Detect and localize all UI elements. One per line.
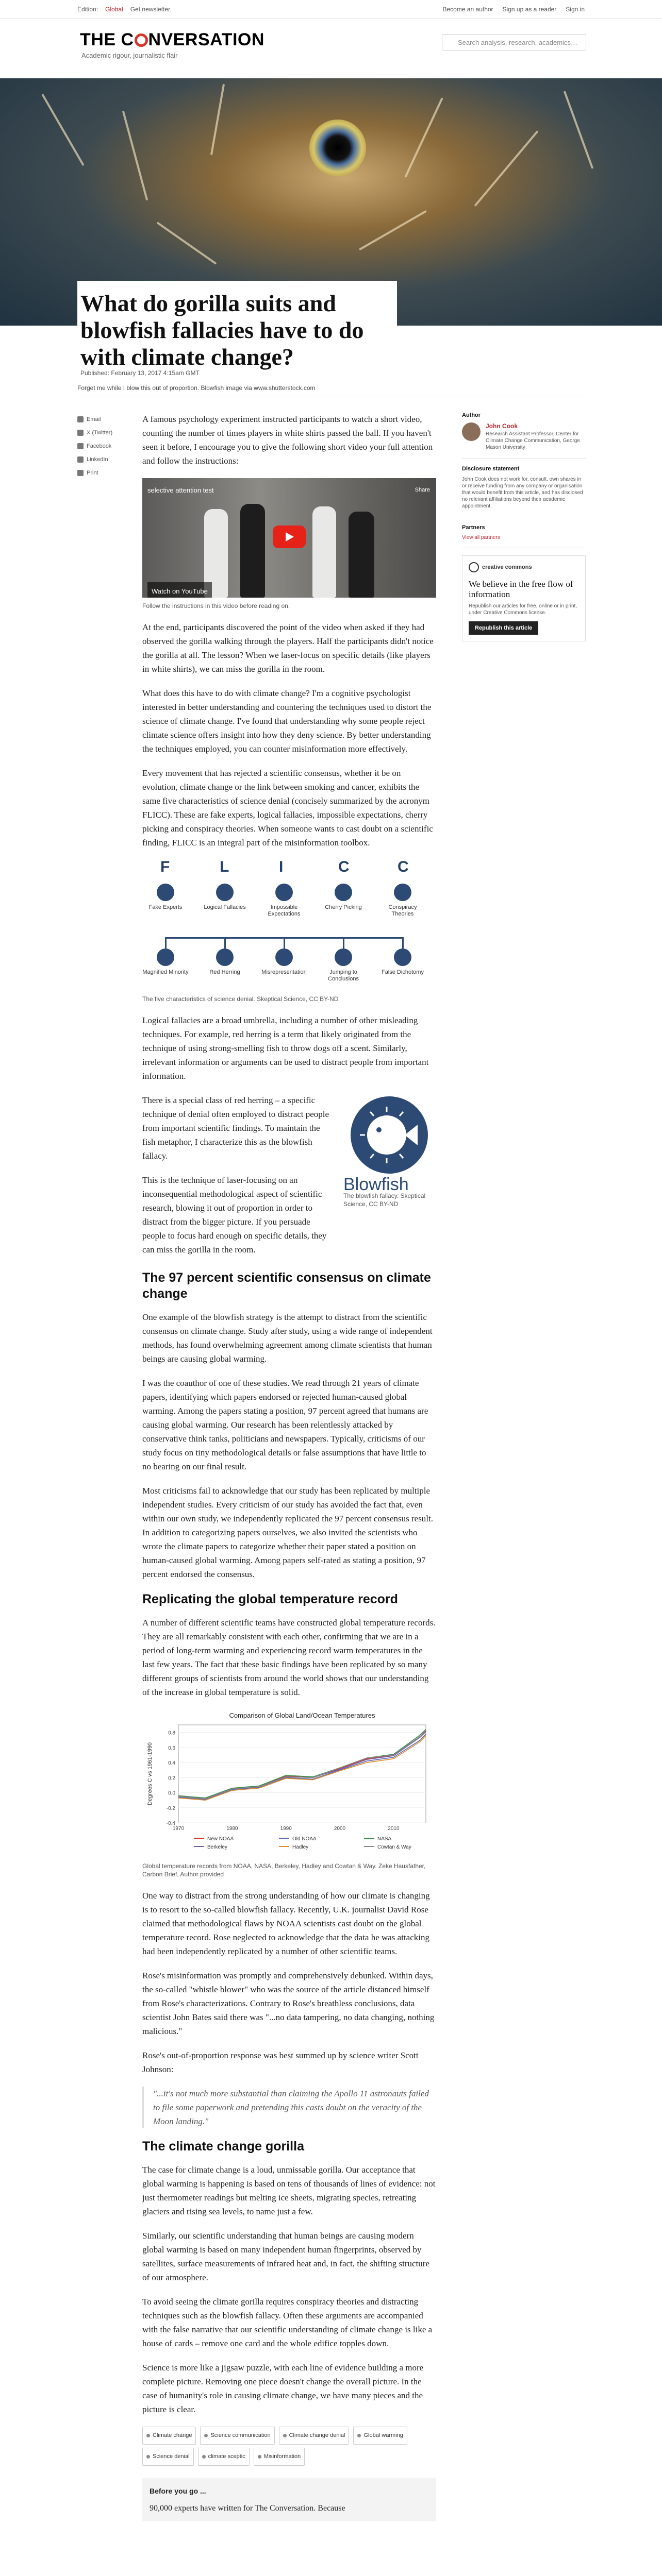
paragraph: A number of different scientific teams have constructed global temperature records. They are all remarkably consistent with each other, confirming that we are in a period of long-term warming and experiencing record warm temperatures in the last few years. The fact that these basic findings have been replicated by so many different groups of scientists from around the world shows that our understanding of the increase in global temperature is solid. — [142, 1618, 436, 1697]
paragraph: Rose's out-of-proportion response was best summed up by science writer Scott Johnson: — [142, 2050, 419, 2074]
share-print[interactable]: Print — [77, 470, 121, 476]
flicc-top-label: Impossible Expectations — [268, 904, 301, 917]
tag-icon — [146, 2434, 150, 2437]
flicc-bottom-label: Jumping to Conclusions — [328, 969, 359, 982]
paragraph: Rose's misinformation was promptly and comprehensively debunked. Within days, the so-called "whistle blower" who was the source of the article distanced himself from Rose's characterizations. Contrary to Rose's breathless conclusions, data scientist John Bates said there was "...no data tampering, no data changing, nothing malicious." — [142, 1971, 435, 2036]
flicc-bottom-label: Magnified Minority — [142, 969, 189, 975]
logo-o-mark — [135, 33, 148, 47]
article-title: What do gorilla suits and blowfish fallacies have to do with climate change? — [80, 290, 364, 370]
published-date: Published: February 13, 2017 4:15am GMT — [80, 369, 200, 377]
flicc-top-label: Cherry Picking — [325, 904, 362, 910]
flicc-diagram — [142, 860, 436, 992]
flicc-letter: C — [338, 858, 350, 875]
tag[interactable]: Global warming — [353, 2427, 407, 2445]
edition-selector[interactable]: Global — [105, 6, 123, 13]
video-share-button[interactable]: Share — [415, 487, 430, 493]
flicc-bottom-icon — [157, 948, 174, 966]
flicc-letter: F — [160, 858, 170, 875]
flicc-top-icon — [216, 884, 234, 901]
top-utility-bar — [0, 0, 662, 19]
before-you-go-text: 90,000 experts have written for The Conversation. Because — [150, 2504, 345, 2513]
legend-label: Berkeley — [207, 1844, 227, 1850]
paragraph: To avoid seeing the climate gorilla requires conspiracy theories and distracting techniques such as the blowfish fallacy. Often these arguments are accompanied with the false narrative that our scientific understanding of climate change is like a house of cards – remove one card and the whole edifice topples down. — [142, 2297, 433, 2348]
flicc-stem — [165, 937, 167, 948]
logo-text-b: NVERSATION — [148, 30, 264, 49]
share-panel — [77, 416, 121, 483]
paragraph: The case for climate change is a loud, unmissable gorilla. Our acceptance that global warming is happening is based on tens of thousands of lines of evidence: not just thermometer readings but melting ice sheets, migrating species, retreating glaciers and rising sea levels, to name just a few. — [142, 2165, 436, 2216]
paragraph: Similarly, our scientific understanding that human beings are causing modern global warming is based on many independent human fingerprints, observed by satellites, surface measurements of infrared heat and, in fact, the shifting structure of our atmosphere. — [142, 2231, 430, 2282]
tag[interactable]: Science denial — [142, 2448, 194, 2466]
share-facebook[interactable]: Facebook — [77, 443, 121, 449]
blowfish-section — [142, 1093, 436, 1267]
tag[interactable]: Climate change — [142, 2427, 196, 2445]
section-heading: Replicating the global temperature record — [142, 1592, 398, 1606]
disclosure-heading: Disclosure statement — [462, 466, 520, 472]
site-tagline: Academic rigour, journalistic flair — [81, 52, 178, 59]
flicc-letter: L — [220, 858, 229, 875]
flicc-bottom-icon — [275, 948, 293, 966]
paragraph: What does this have to do with climate change? I'm a cognitive psychologist interested in better understanding and countering the techniques used to distort the science of climate change. I've found that understanding why some people reject climate science offers insight into how they deny science. By better understanding the techniques employed, you can counter misinformation more effectively. — [142, 688, 432, 754]
paragraph: At the end, participants discovered the point of the video when asked if they had observed the gorilla walking through the players. Half the participants didn't notice the gorilla at all. The lesson? When we laser-focus on specific details (like players in white shirts), we can miss the gorilla in the room. — [142, 622, 434, 674]
flicc-top-label: Conspiracy Theories — [388, 904, 417, 917]
before-you-go-title: Before you go ... — [150, 2487, 206, 2495]
tag-icon — [357, 2434, 361, 2437]
flicc-letter: C — [398, 858, 409, 875]
legend-label: Old NOAA — [292, 1836, 317, 1842]
series-line-cowtan-way — [178, 1730, 426, 1799]
linkedin-icon — [77, 456, 84, 463]
author-role: Research Assistant Professor, Center for Climate Change Communication, George Mason University — [486, 431, 580, 450]
cc-icon — [469, 562, 479, 572]
share-email[interactable]: Email — [77, 416, 121, 422]
blowfish-caption: The blowfish fallacy. Skeptical Science, CC BY-ND — [343, 1192, 426, 1208]
print-icon — [77, 470, 84, 476]
sign-in-link[interactable]: Sign in — [566, 6, 585, 13]
edition-label: Edition: — [77, 6, 98, 13]
flicc-bottom-icon — [335, 948, 352, 966]
blockquote: "...it's not much more substantial than claiming the Apollo 11 astronauts failed to file some paperwork and pretending this casts doubt on the veracity of the Moon landing." — [142, 2087, 436, 2128]
article-title-box — [77, 281, 397, 370]
flicc-stem — [343, 937, 344, 948]
y-tick-label: 0.8 — [168, 1730, 175, 1736]
tag[interactable]: Misinformation — [254, 2448, 305, 2466]
chart-caption: Global temperature records from NOAA, NASA, Berkeley, Hadley and Cowtan & Way. Zeke Hausfather, Carbon Brief, Author provided — [142, 1862, 426, 1878]
x-tick-label: 2000 — [334, 1826, 346, 1832]
flicc-top-icon — [394, 884, 411, 901]
topic-tags — [142, 2427, 436, 2466]
paragraph: Science is more like a jigsaw puzzle, with each line of evidence building a more complete picture. Removing one piece doesn't change the overall picture. In the case of humanity's role in causing climate change, we have many pieces and the picture is clear. — [142, 2363, 424, 2414]
video-embed[interactable] — [142, 478, 436, 598]
paragraph: A famous psychology experiment instructed participants to watch a short video, counting the number of times players in white shirts passed the ball. If you haven't seen it before, I encourage you to give the following short video your full attention and follow the instructions: — [142, 414, 433, 466]
legend-label: NASA — [377, 1836, 392, 1842]
flicc-top-icon — [335, 884, 352, 901]
before-you-go-box — [142, 2478, 436, 2521]
paragraph: I was the coauthor of one of these studies. We read through 21 years of climate papers, identifying which papers endorsed or rejected human-caused global warming. Among the papers stating a position, 97 percent agreed that humans are causing global warming. Our research has been relentlessly attacked by conservative think tanks, politicians and newspapers. Typically, criticisms of our study focus on tiny methodological details or false assumptions that have little to no bearing on our final result. — [142, 1378, 428, 1471]
y-tick-label: 0.4 — [168, 1760, 175, 1767]
section-heading: The climate change gorilla — [142, 2139, 304, 2154]
flicc-bottom-label: Red Herring — [209, 969, 240, 975]
temperature-chart-svg — [142, 1709, 436, 1859]
sidebar — [462, 412, 586, 641]
facebook-icon — [77, 443, 84, 449]
twitter-icon — [77, 430, 84, 436]
cc-text: Republish our articles for free, online or in print, under Creative Commons license. — [469, 603, 577, 616]
disclosure-text: John Cook does not work for, consult, own shares in or receive funding from any company or organisation that would benefit from this article, and has disclosed no relevant affiliations beyond their academic appointment. — [462, 477, 583, 509]
tag[interactable]: climate sceptic — [198, 2448, 250, 2466]
series-line-hadley — [178, 1735, 426, 1800]
y-tick-label: 0.6 — [168, 1745, 175, 1751]
paragraph: Every movement that has rejected a scientific consensus, whether it be on evolution, climate change or the link between smoking and cancer, exhibits the same five characteristics of science denial (concisely summarized by the acronym FLICC). These are fake experts, logical fallacies, impossible expectations, cherry picking and conspiracy theories. When someone wants to cast doubt on a scientific finding, FLICC is an integral part of the misinformation toolbox. — [142, 768, 433, 848]
series-line-nasa — [178, 1730, 426, 1798]
tag[interactable]: Climate change denial — [279, 2427, 350, 2445]
flicc-bottom-label: Misrepresentation — [261, 969, 307, 975]
share-linkedin[interactable]: LinkedIn — [77, 456, 121, 463]
become-author-link[interactable]: Become an author — [442, 6, 493, 13]
paragraph: Most criticisms fail to acknowledge that our study has been replicated by multiple independent studies. Every criticism of our study has avoided the fact that, even within our own study, we independently replicated the 97 percent consensus result. In addition to categorizing papers ourselves, we also invited the scientists who wrote the climate papers to categorize whether their paper stated a position on human-caused global warming. Among papers self-rated as stating a position, 97 percent endorsed the consensus. — [142, 1486, 434, 1579]
paragraph: One example of the blowfish strategy is the attempt to distract from the scientific consensus on climate change. Study after study, using a wide range of independent methods, has found overwhelming agreement among climate scientists that human beings are causing global warming. — [142, 1312, 433, 1364]
partners-heading: Partners — [462, 524, 485, 531]
tag[interactable]: Science communication — [200, 2427, 274, 2445]
author-name[interactable]: John Cook — [486, 422, 518, 430]
tag-icon — [283, 2434, 287, 2437]
y-tick-label: -0.2 — [166, 1805, 175, 1811]
x-tick-label: 1970 — [172, 1826, 185, 1832]
flicc-bottom-icon — [394, 948, 411, 966]
blowfish-label: Blowfish — [343, 1175, 409, 1194]
search-input[interactable]: Search analysis, research, academics… — [442, 34, 586, 50]
y-tick-label: 0.2 — [168, 1775, 175, 1782]
cc-title: We believe in the free flow of information — [469, 579, 573, 599]
blowfish-figure — [343, 1093, 436, 1267]
paragraph: One way to distract from the strong understanding of how our climate is changing is to resort to the so-called blowfish fallacy. Recently, U.K. journalist David Rose claimed that methodological flaws by NOAA scientists cast doubt on the global temperature record. Rose neglected to acknowledge that the data he was attacking had been independently replicated by a number of other scientific teams. — [142, 1891, 430, 1956]
tag-icon — [202, 2455, 206, 2459]
play-icon[interactable] — [273, 526, 306, 548]
article-body — [142, 412, 436, 2521]
x-tick-label: 1980 — [226, 1826, 238, 1832]
section-heading: The 97 percent scientific consensus on climate change — [142, 1270, 431, 1301]
author-heading: Author — [462, 412, 481, 418]
creative-commons-box — [462, 555, 586, 641]
series-line-new-noaa — [178, 1731, 426, 1799]
blowfish-icon — [351, 1096, 428, 1174]
video-title[interactable]: selective attention test — [147, 486, 214, 494]
temperature-chart — [142, 1709, 436, 1859]
view-partners-link[interactable]: View all partners — [462, 535, 500, 540]
flicc-caption: The five characteristics of science denial. Skeptical Science, CC BY-ND — [142, 995, 339, 1003]
y-tick-label: 0.0 — [168, 1790, 175, 1797]
series-line-old-noaa — [178, 1734, 426, 1800]
paragraph: This is the technique of laser-focusing on an inconsequential methodological aspect of scientific research, blowing it out of proportion in order to distract from the bigger picture. If you persuade people to focus hard enough on specific details, they can miss the gorilla in the room. — [142, 1175, 327, 1255]
watch-on-youtube-button[interactable]: Watch on YouTube — [147, 582, 212, 598]
republish-button[interactable]: Republish this article — [469, 621, 538, 635]
flicc-stem — [284, 937, 285, 948]
avatar[interactable] — [462, 422, 481, 441]
video-caption: Follow the instructions in this video before reading on. — [142, 602, 290, 609]
y-tick-label: -0.4 — [166, 1821, 175, 1826]
flicc-top-label: Logical Fallacies — [204, 904, 246, 910]
legend-label: Cowtan & Way — [377, 1844, 411, 1850]
flicc-bottom-label: False Dichotomy — [382, 969, 424, 975]
plot-frame — [178, 1725, 426, 1823]
blowfish-eye — [309, 120, 366, 176]
chart-title: Comparison of Global Land/Ocean Temperatures — [229, 1711, 375, 1719]
series-line-berkeley — [178, 1732, 426, 1799]
creative-commons-badge: creative commons — [469, 562, 532, 572]
tag-icon — [258, 2455, 261, 2459]
flicc-top-icon — [157, 884, 174, 901]
logo-text-a: THE C — [80, 30, 134, 49]
flicc-top-icon — [275, 884, 293, 901]
flicc-bottom-icon — [216, 948, 234, 966]
share-twitter[interactable]: X (Twitter) — [77, 430, 121, 436]
author-card[interactable] — [462, 422, 586, 451]
tag-icon — [146, 2455, 150, 2459]
flicc-stem — [224, 937, 226, 948]
legend-label: New NOAA — [207, 1836, 234, 1842]
x-tick-label: 1990 — [280, 1826, 292, 1832]
paragraph: Logical fallacies are a broad umbrella, including a number of other misleading techniques. For example, red herring is a term that likely originated from the technique of using strong-smelling fish to throw dogs off a scent. Similarly, irrelevant information or arguments can be used to distract people from important information. — [142, 1015, 429, 1081]
newsletter-link[interactable]: Get newsletter — [130, 6, 171, 13]
flicc-letter: I — [279, 858, 284, 875]
paragraph: There is a special class of red herring – a specific technique of denial often employed to distract people from important scientific findings. To maintain the fish metaphor, I characterize this as the blowfish fallacy. — [142, 1095, 329, 1161]
x-tick-label: 2010 — [388, 1826, 400, 1832]
flicc-stem — [402, 937, 404, 948]
tag-icon — [204, 2434, 208, 2437]
sign-up-link[interactable]: Sign up as a reader — [502, 6, 557, 13]
flicc-top-label: Fake Experts — [148, 904, 183, 910]
legend-label: Hadley — [292, 1844, 309, 1850]
hero-caption: Forget me while I blow this out of proportion. Blowfish image via www.shutterstock.com — [77, 384, 583, 397]
email-icon — [77, 416, 84, 422]
site-logo[interactable] — [80, 30, 264, 50]
y-axis-label: Degrees C vs 1961-1990 — [147, 1742, 153, 1806]
